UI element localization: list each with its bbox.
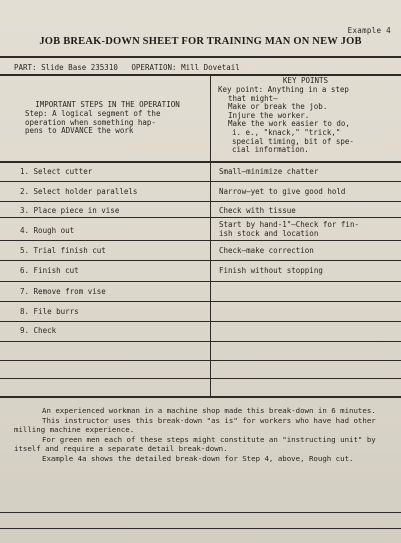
key-points-line: that might— — [228, 93, 278, 103]
key-point-text — [219, 266, 399, 275]
step-text: 4. Rough out — [20, 226, 75, 235]
key-point-line: Narrow—yet to give good hold — [219, 187, 346, 196]
table-row — [0, 322, 401, 341]
footer-notes — [14, 406, 396, 465]
key-point-text — [219, 246, 399, 255]
footer-paragraph: An experienced workman in a machine shop made this break-down in 6 minutes. — [42, 406, 376, 415]
table-row — [0, 241, 401, 260]
key-points-line: Make the work easier to do, — [228, 119, 350, 129]
key-point-text — [219, 167, 399, 176]
steps-def-line: pens to ADVANCE the work — [25, 126, 134, 136]
sheet-title: JOB BREAK-DOWN SHEET FOR TRAINING MAN ON NEW JOB — [39, 36, 362, 47]
step-text: 5. Trial finish cut — [20, 246, 106, 255]
key-points-line: Key point: Anything in a step — [218, 85, 349, 94]
operation-value: Mill Dovetail — [181, 63, 240, 72]
table-row — [0, 261, 401, 281]
key-points-line: i. e., "knack," "trick," — [232, 127, 341, 137]
key-point-line: Small—minimize chatter — [219, 167, 319, 176]
footer-paragraph: Example 4a shows the detailed break-down for Step 4, above, Rough cut. — [42, 454, 354, 464]
key-point-line: Check—make correction — [219, 246, 314, 255]
key-point-text — [219, 206, 399, 215]
part-label: PART: — [14, 63, 37, 72]
operation-label: OPERATION: — [131, 63, 177, 72]
key-point-text — [219, 220, 399, 238]
table-bottom-rule — [0, 396, 401, 398]
step-text: 6. Finish cut — [20, 266, 79, 275]
title-rule — [0, 56, 401, 58]
step-text: 2. Select holder parallels — [20, 187, 138, 196]
key-points-line: Injure the worker. — [228, 110, 310, 120]
bottom-rule — [0, 512, 401, 513]
empty-row-rule — [0, 360, 401, 361]
steps-def-line: Step: A logical segment of the — [25, 109, 161, 118]
key-point-line: Start by hand-1"—Check for fin- — [219, 220, 359, 229]
part-line — [14, 63, 240, 72]
key-points-heading: KEY POINTS — [282, 76, 329, 85]
key-point-line: Finish without stopping — [219, 266, 323, 275]
step-text: 9. Check — [20, 326, 57, 335]
key-points-line: cial information. — [232, 145, 309, 155]
step-text: 7. Remove from vise — [20, 287, 106, 296]
steps-def-line: operation when something hap- — [25, 117, 156, 127]
footer-paragraph: This instructor uses this break-down "as is" for workers who have had other milling machine experience. — [14, 416, 376, 435]
bottom-rule — [0, 528, 401, 529]
key-point-text — [219, 187, 399, 196]
key-point-line: ish stock and location — [219, 229, 319, 238]
key-points-definition — [218, 86, 398, 155]
part-value: Slide Base 235310 — [41, 63, 118, 72]
footer-paragraph: For green men each of these steps might constitute an "instructing unit" by itself and require a separate detail break-down. — [14, 435, 376, 454]
key-point-line: Check with tissue — [219, 206, 296, 215]
table-row — [0, 182, 401, 201]
table-row — [0, 302, 401, 321]
empty-row-rule — [0, 378, 401, 379]
key-points-line: Make or break the job. — [228, 102, 328, 112]
step-text: 8. File burrs — [20, 307, 79, 316]
important-steps-definition — [25, 110, 205, 136]
important-steps-heading: IMPORTANT STEPS IN THE OPERATION — [35, 100, 180, 109]
table-row — [0, 162, 401, 181]
table-row — [0, 218, 401, 240]
step-text: 1. Select cutter — [20, 167, 93, 176]
step-text: 3. Place piece in vise — [20, 206, 120, 215]
table-row — [0, 282, 401, 301]
example-label: Example 4 — [347, 26, 391, 35]
row-rule — [0, 341, 401, 342]
key-points-line: special timing, bit of spe- — [232, 136, 354, 146]
table-row — [0, 202, 401, 217]
